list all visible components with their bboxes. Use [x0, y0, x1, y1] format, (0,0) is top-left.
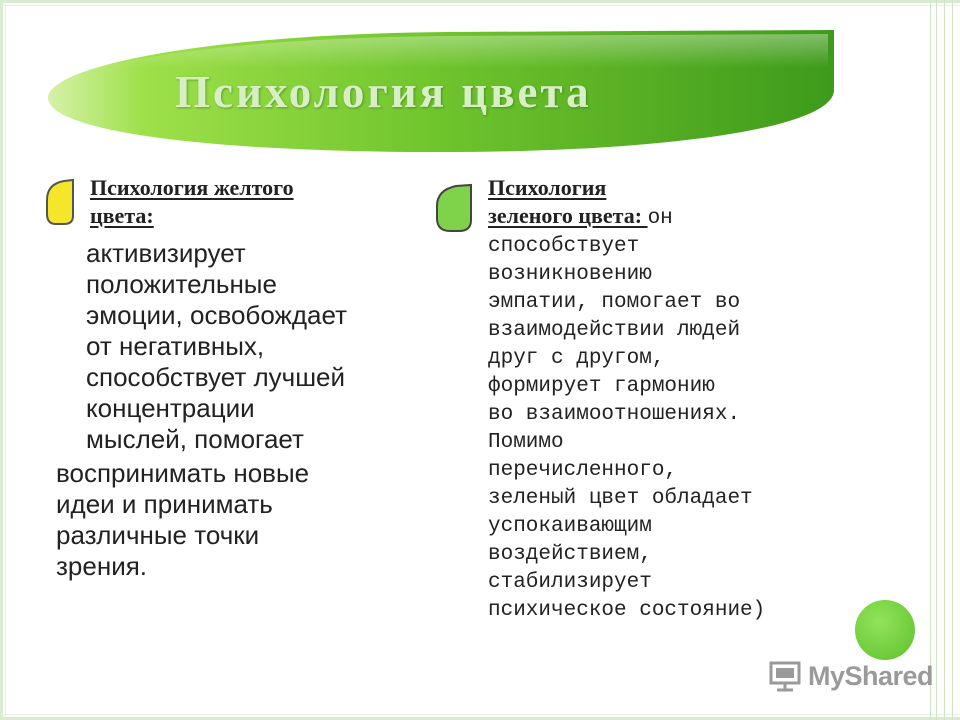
frame-right-line-4	[952, 0, 953, 720]
green-body-first: он	[647, 207, 673, 230]
slide-title: Психология цвета	[175, 67, 592, 117]
yellow-paragraph-2: воспринимать новые идеи и принимать различные точки зрения.	[56, 458, 310, 581]
yellow-heading-line2: цвета:	[90, 203, 154, 228]
yellow-heading	[90, 174, 294, 230]
yellow-leaf-icon	[44, 178, 78, 226]
green-leaf-icon	[434, 182, 476, 234]
yellow-description	[56, 238, 416, 582]
frame-right-line-3	[944, 0, 945, 720]
yellow-heading-line1: Психология желтого	[90, 175, 294, 200]
green-body: способствует возникновению эмпатии, помогает во взаимодействии людей друг с другом, формирует гармонию во взаимоотношениях. Помимо перечисленного, зеленый цвет обладает успокаивающим воздействием, стабилизирует психическое состояние)	[488, 235, 766, 622]
watermark	[768, 656, 933, 696]
yellow-paragraph-1: активизирует положительные эмоции, освобождает от негативных, способствует лучшей концентрации мыслей, помогает	[86, 238, 348, 454]
green-heading-line1: Психология	[488, 175, 607, 200]
frame-left-line-inner	[5, 0, 6, 720]
green-heading-line2: зеленого цвета:	[488, 203, 648, 228]
frame-top-line	[0, 0, 960, 3]
frame-left-line	[0, 0, 3, 720]
presentation-screen-icon	[768, 659, 802, 693]
frame-right-line-2	[936, 0, 937, 720]
green-description	[488, 202, 828, 625]
frame-right-line-1	[930, 0, 931, 720]
watermark-text: MyShared	[808, 660, 934, 691]
decorative-green-circle	[855, 600, 915, 660]
frame-top-line-inner	[0, 5, 960, 6]
frame-bottom-line-inner	[0, 714, 960, 715]
